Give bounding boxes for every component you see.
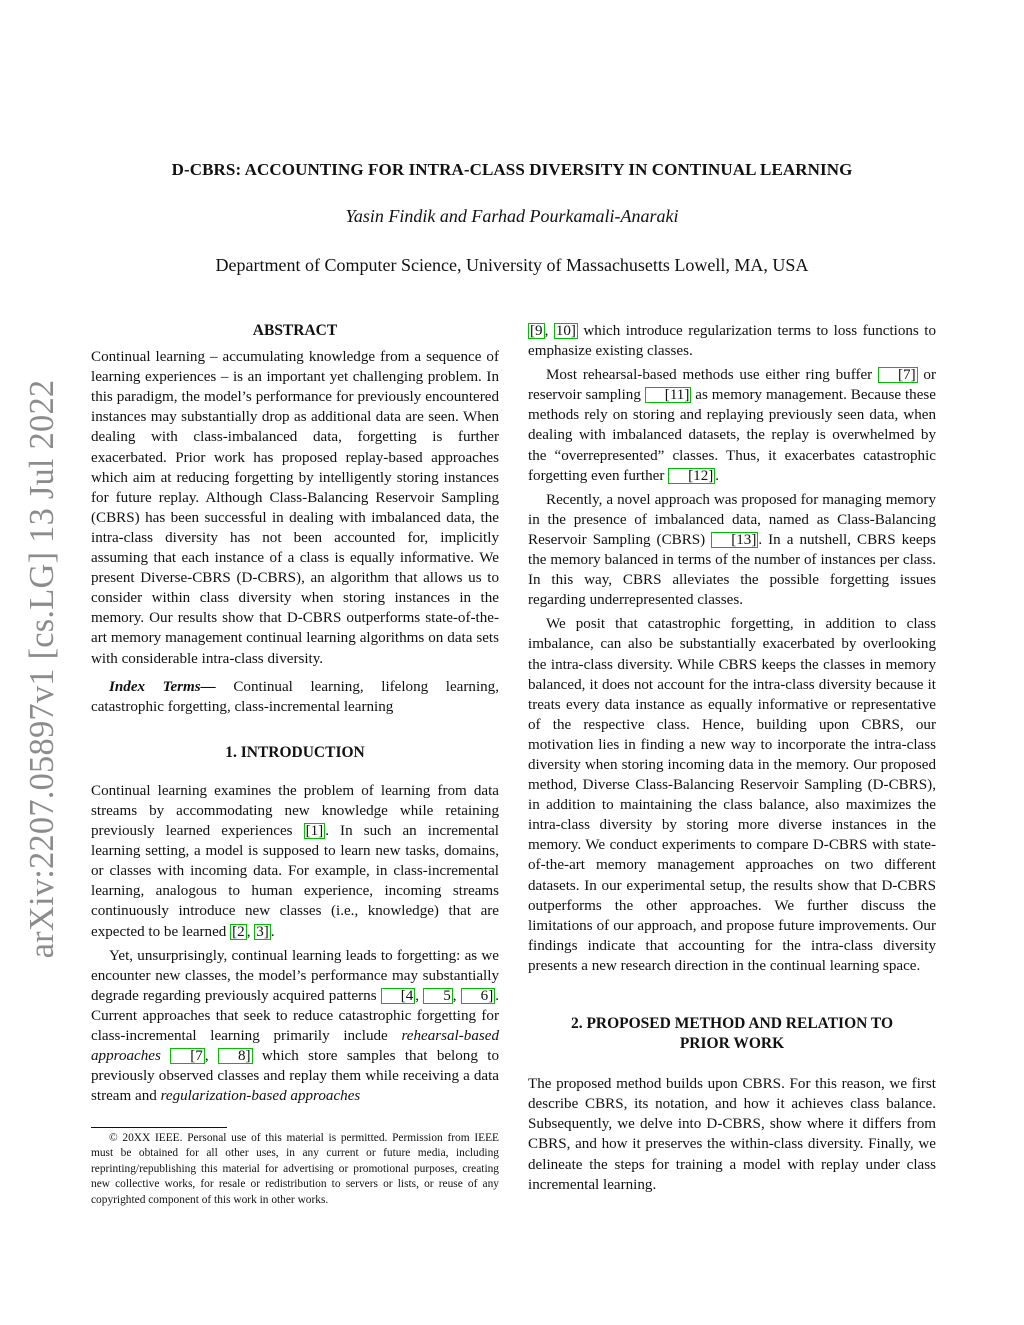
section-2-heading: 2. PROPOSED METHOD AND RELATION TO PRIOR WORK: [570, 1015, 894, 1053]
citation-link[interactable]: [1]: [305, 823, 324, 840]
index-terms: [91, 677, 499, 717]
left-column: [91, 321, 499, 1106]
footnote-rule: [91, 1127, 227, 1128]
intro-paragraph-1: Continual learning examines the problem of learning from data streams by accommodating new knowledge while retaining previously learned experiences [1] . In such an incremental learning setting, a model is supposed to learn new tasks, domains, or classes with incoming data. For example, in class-incremental learning, analogous to human experience, incoming streams continuously introduce new classes (i.e., knowledge) that are expected to be learned [2 , 3] .: [91, 782, 500, 940]
right-paragraph-3: We posit that catastrophic forgetting, in addition to class imbalance, can also be substantially exacerbated by overlooking the intra-class diversity. While CBRS keeps the classes in memory balanced, it does not account for the intra-class diversity because it treats every data instance as equally informative or representative of the respective class. Hence, building upon CBRS, our motivation lies in finding a new way to incorporate the intra-class diversity when storing incoming data in the memory. Our proposed method, Diverse Class-Balancing Reservoir Sampling (D-CBRS), in addition to maintaining the class balance, also maximizes the intra-class diversity by storing more diverse instances in the memory. We conduct experiments to compare D-CBRS with state-of-the-art memory management approaches on two different datasets. In our experimental setup, the results show that D-CBRS outperforms the other approaches. We further discuss the limitations of our approach, and propose future improvements. Our findings indicate that accounting for the intra-class diversity presents a new research direction in the continual learning space.: [528, 616, 936, 974]
paper-affiliation: Department of Computer Science, University of Massachusetts Lowell, MA, USA: [215, 255, 809, 275]
right-paragraph-2: Recently, a novel approach was proposed for managing memory in the presence of imbalanced data, named as Class-Balancing Reservoir Sampling (CBRS) [13] . In a nutshell, CBRS keeps the memory balanced in terms of the number of instances per class. In this way, CBRS alleviates the possible forgetting issues regarding underrepresented classes.: [528, 491, 936, 609]
citation-link[interactable]: [9: [530, 323, 543, 339]
citation-link[interactable]: 8]: [218, 1048, 253, 1064]
paper-title: D-CBRS: ACCOUNTING FOR INTRA-CLASS DIVERSITY IN CONTINUAL LEARNING: [171, 160, 853, 179]
citation-link[interactable]: [12]: [668, 468, 715, 484]
abstract-body: Continual learning – accumulating knowledge from a sequence of learning experiences – is an important yet challenging problem. In this paradigm, the model’s performance for previously encountered instances may substantially drop as additional data are seen. When dealing with class-imbalanced data, forgetting is further exacerbated. Prior work has proposed replay-based approaches which aim at reducing forgetting by intelligently storing instances for future replay. Although Class-Balancing Reservoir Sampling (CBRS) has been successful in dealing with imbalanced data, the intra-class diversity has not been accounted for, implicitly assuming that each instance of a class is equally informative. We present Diverse-CBRS (D-CBRS), an algorithm that allows us to consider within class diversity when storing instances in the memory. Our results show that D-CBRS outperforms state-of-the-art memory management continual learning algorithms on data sets with considerable intra-class diversity.: [91, 349, 499, 667]
index-terms-label: Index Terms—: [109, 678, 216, 695]
arxiv-id: arXiv:2207.05897v1 [cs.LG] 13 Jul 2022: [23, 379, 61, 959]
arxiv-sidebar-stamp: [20, 366, 64, 972]
citation-link[interactable]: [13]: [711, 532, 758, 548]
citation-link[interactable]: 5: [423, 988, 453, 1004]
citation-link[interactable]: [4: [381, 988, 416, 1004]
citation-link[interactable]: 3]: [256, 923, 269, 940]
copyright-footnote: [91, 1131, 499, 1208]
section-2-paragraph-1: The proposed method builds upon CBRS. For this reason, we first describe CBRS, its notation, and how it achieves class balance. Subsequently, we delve into D-CBRS, show where it differs from CBRS, and how it preserves the within-class diversity. Finally, we delineate the steps for training a model with replay under class incremental learning.: [528, 1076, 936, 1193]
paper-authors: Yasin Findik and Farhad Pourkamali-Anaraki: [345, 206, 679, 226]
intro-heading: 1. INTRODUCTION: [225, 743, 365, 761]
intro-paragraph-2: Yet, unsurprisingly, continual learning leads to forgetting: as we encounter new classes, the model’s performance may substantially degrade regarding previously acquired patterns [4 , 5 , 6] . Current approaches that seek to reduce catastrophic forgetting for class-incremental learning primarily include rehearsal-based approaches [7 , 8] which store samples that belong to previously observed classes and replay them while receiving a data stream and regularization-based approaches: [91, 947, 499, 1105]
footnote-text: © 20XX IEEE. Personal use of this material is permitted. Permission from IEEE must be obtained for all other uses, in any current or future media, including reprinting/republishing this material for advertising or promotional purposes, creating new collective works, for resale or redistribution to servers or lists, or reuse of any copyrighted component of this work in other works.: [91, 1132, 499, 1206]
right-paragraph-1: Most rehearsal-based methods use either ring buffer [7] or reservoir sampling [11] as memory management. Because these methods rely on storing and replaying previously seen data, when dealing with imbalanced datasets, the replay is overwhelmed by the “overrepresented” classes. Thus, it exacerbates catastrophic forgetting even further [12] .: [528, 367, 936, 484]
abstract-heading: ABSTRACT: [252, 322, 338, 339]
index-terms-body: Continual learning, lifelong learning, catastrophic forgetting, class-incremental learning: [91, 678, 500, 715]
right-column: [528, 321, 936, 1195]
citation-link[interactable]: 6]: [461, 988, 496, 1004]
citation-link[interactable]: [7]: [878, 367, 918, 383]
citation-link[interactable]: [11]: [645, 387, 692, 403]
citation-link[interactable]: 10]: [555, 323, 576, 339]
right-paragraph-0: [9 , 10] which introduce regularization terms to loss functions to emphasize existing classes.: [528, 323, 936, 360]
citation-link[interactable]: [2: [232, 923, 245, 940]
citation-link[interactable]: [7: [170, 1048, 205, 1064]
